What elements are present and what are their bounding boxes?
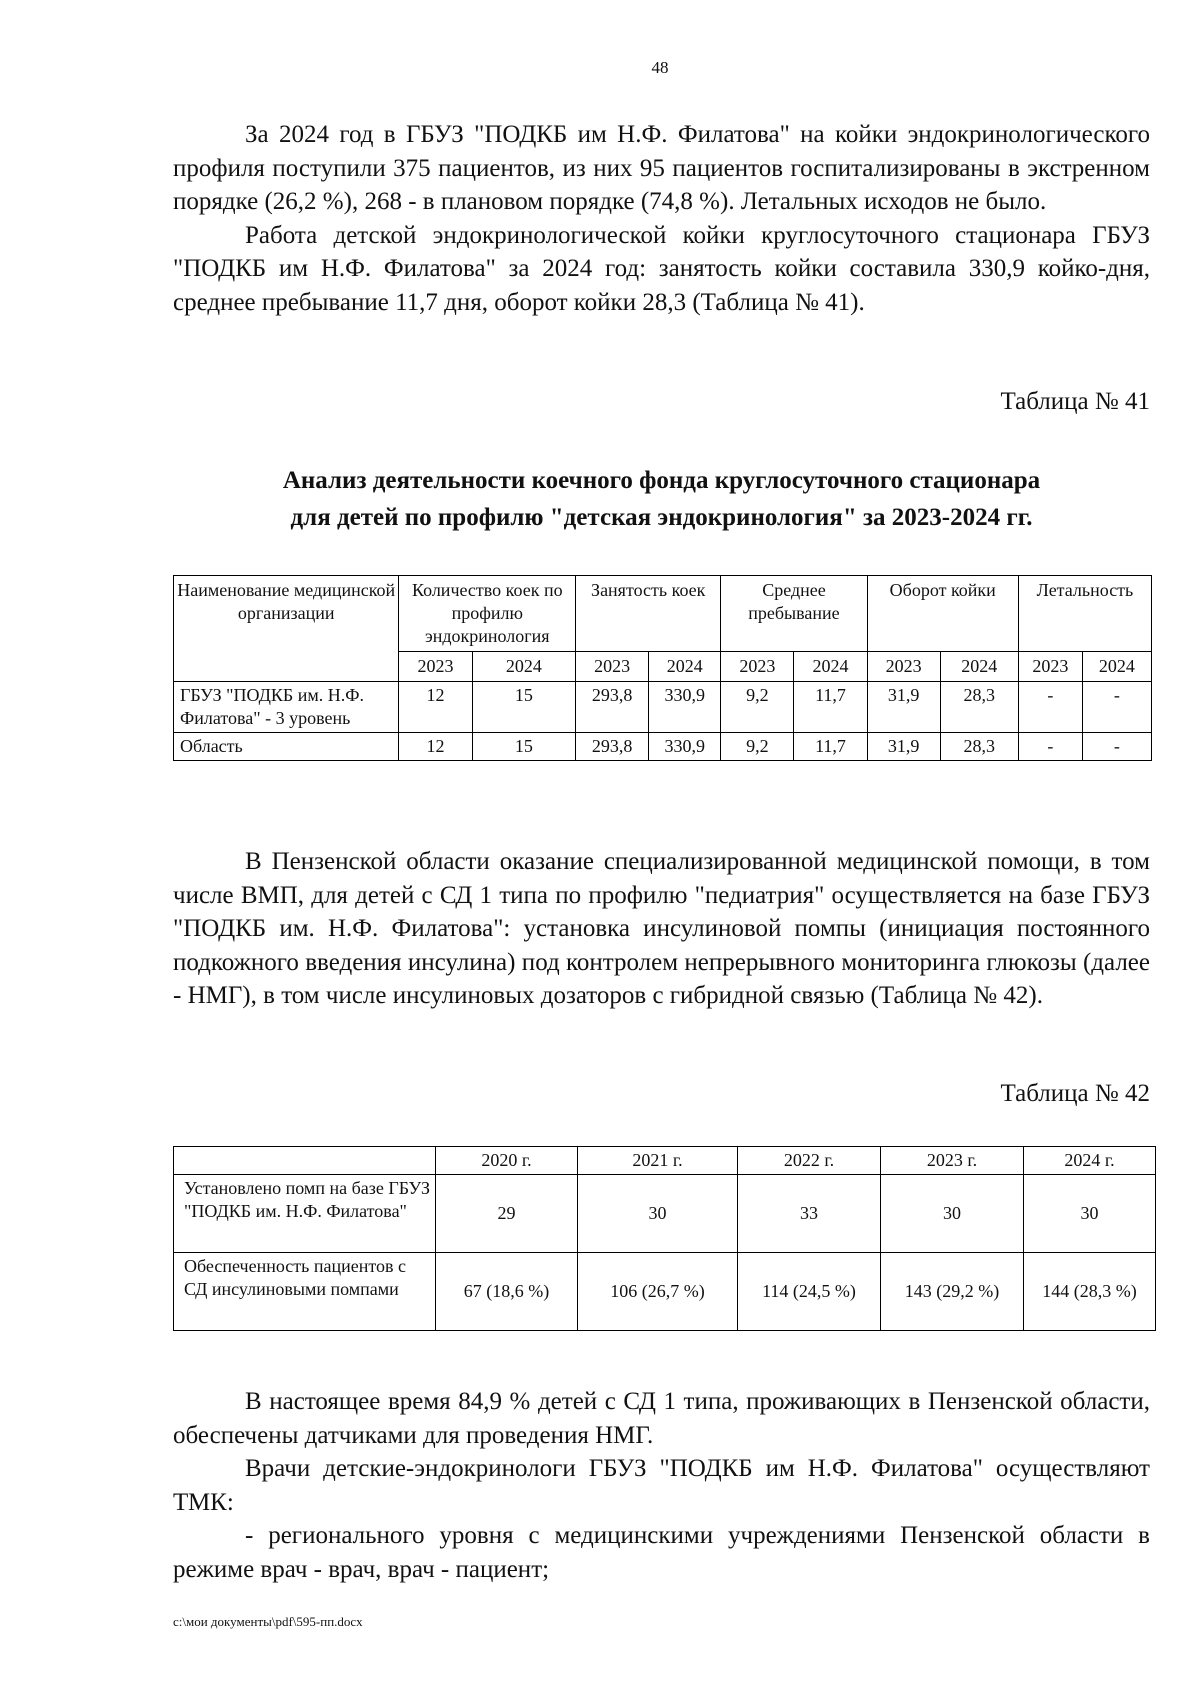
cell: 30 bbox=[578, 1175, 738, 1253]
table41-caption: Таблица № 41 bbox=[1000, 388, 1150, 415]
table-row bbox=[174, 1253, 1156, 1331]
cell: 29 bbox=[436, 1175, 578, 1253]
header-beds: Количество коек по профилю эндокринология bbox=[399, 576, 576, 652]
cell: 12 bbox=[399, 682, 472, 733]
year-header: 2023 bbox=[721, 652, 794, 682]
table-row bbox=[174, 733, 1152, 761]
paragraph-bed-work: Работа детской эндокринологической койки круглосуточного стационара ГБУЗ "ПОДКБ им Н.Ф. Филатова" за 2024 год: занятость койки составила 330,9 койко-дня, среднее пребывание 11,7 дня, оборот койки 28,3 (Таблица № 41). bbox=[173, 221, 1150, 316]
year-header: 2023 г. bbox=[881, 1147, 1024, 1175]
year-header: 2022 г. bbox=[738, 1147, 881, 1175]
cell: 15 bbox=[472, 733, 576, 761]
cell: 9,2 bbox=[721, 682, 794, 733]
cell: 30 bbox=[881, 1175, 1024, 1253]
table42-caption: Таблица № 42 bbox=[1000, 1080, 1150, 1107]
footer-file-path: c:\мои документы\pdf\595-пп.docx bbox=[173, 1614, 363, 1629]
year-header: 2024 bbox=[794, 652, 867, 682]
paragraph-sensors: В настоящее время 84,9 % детей с СД 1 типа, проживающих в Пензенской области, обеспечены датчиками для проведения НМГ. bbox=[173, 1388, 1150, 1449]
year-header: 2024 bbox=[649, 652, 721, 682]
header-turnover: Оборот койки bbox=[867, 576, 1018, 652]
table41-title-line2: для детей по профилю "детская эндокринология" за 2023-2024 гг. bbox=[290, 504, 1033, 531]
cell: - bbox=[1082, 682, 1151, 733]
cell: 293,8 bbox=[576, 733, 649, 761]
year-header: 2024 г. bbox=[1024, 1147, 1156, 1175]
cell: - bbox=[1018, 682, 1082, 733]
cell: 143 (29,2 %) bbox=[881, 1253, 1024, 1331]
paragraph-regional-level: - регионального уровня с медицинскими учреждениями Пензенской области в режиме врач - врач, врач - пациент; bbox=[173, 1522, 1150, 1583]
cell: 11,7 bbox=[794, 682, 867, 733]
row-org: Область bbox=[174, 733, 399, 761]
cell: 11,7 bbox=[794, 733, 867, 761]
table42 bbox=[173, 1146, 1156, 1331]
year-header: 2023 bbox=[1018, 652, 1082, 682]
paragraph-tmk: Врачи детские-эндокринологи ГБУЗ "ПОДКБ им Н.Ф. Филатова" осуществляют ТМК: bbox=[173, 1455, 1150, 1516]
cell: 31,9 bbox=[867, 733, 940, 761]
table41-title-line1: Анализ деятельности коечного фонда круглосуточного стационара bbox=[282, 467, 1041, 494]
year-header: 2023 bbox=[576, 652, 649, 682]
cell: 15 bbox=[472, 682, 576, 733]
year-header: 2021 г. bbox=[578, 1147, 738, 1175]
row-label: Установлено помп на базе ГБУЗ "ПОДКБ им. Н.Ф. Филатова" bbox=[174, 1175, 436, 1253]
header-occupancy: Занятость коек bbox=[576, 576, 721, 652]
cell: 9,2 bbox=[721, 733, 794, 761]
year-header: 2024 bbox=[940, 652, 1018, 682]
cell: 144 (28,3 %) bbox=[1024, 1253, 1156, 1331]
cell: 28,3 bbox=[940, 733, 1018, 761]
cell: - bbox=[1082, 733, 1151, 761]
header-org: Наименование медицинской организации bbox=[174, 576, 399, 682]
cell: 28,3 bbox=[940, 682, 1018, 733]
table41 bbox=[173, 575, 1152, 761]
table-row bbox=[174, 1175, 1156, 1253]
cell: 31,9 bbox=[867, 682, 940, 733]
closing-text bbox=[173, 1385, 1150, 1586]
year-header: 2023 bbox=[399, 652, 472, 682]
cell: 30 bbox=[1024, 1175, 1156, 1253]
header-stay: Среднее пребывание bbox=[721, 576, 867, 652]
cell: - bbox=[1018, 733, 1082, 761]
table-row bbox=[174, 682, 1152, 733]
row-org: ГБУЗ "ПОДКБ им. Н.Ф. Филатова" - 3 уровень bbox=[174, 682, 399, 733]
cell: 67 (18,6 %) bbox=[436, 1253, 578, 1331]
cell: 12 bbox=[399, 733, 472, 761]
cell: 106 (26,7 %) bbox=[578, 1253, 738, 1331]
header-lethality: Летальность bbox=[1018, 576, 1151, 652]
row-label: Обеспеченность пациентов с СД инсулиновыми помпами bbox=[174, 1253, 436, 1331]
year-header: 2024 bbox=[1082, 652, 1151, 682]
year-header: 2024 bbox=[472, 652, 576, 682]
table41-title bbox=[173, 462, 1150, 536]
year-header: 2020 г. bbox=[436, 1147, 578, 1175]
paragraph-admissions: За 2024 год в ГБУЗ "ПОДКБ им Н.Ф. Филатова" на койки эндокринологического профиля поступили 375 пациентов, из них 95 пациентов госпитализированы в экстренном порядке (26,2 %), 268 - в плановом порядке (74,8 %). Летальных исходов не было. bbox=[173, 121, 1150, 215]
cell: 330,9 bbox=[649, 682, 721, 733]
intro-text bbox=[173, 118, 1150, 319]
page-number: 48 bbox=[651, 58, 669, 77]
cell: 33 bbox=[738, 1175, 881, 1253]
year-header: 2023 bbox=[867, 652, 940, 682]
paragraph-pump-care: В Пензенской области оказание специализированной медицинской помощи, в том числе ВМП, для детей с СД 1 типа по профилю "педиатрия" осуществляется на базе ГБУЗ "ПОДКБ им. Н.Ф. Филатова": установка инсулиновой помпы (инициация постоянного подкожного введения инсулина) под контролем непрерывного мониторинга глюкозы (далее - НМГ), в том числе инсулиновых дозаторов с гибридной связью (Таблица № 42). bbox=[173, 848, 1150, 1009]
cell: 293,8 bbox=[576, 682, 649, 733]
header-empty bbox=[174, 1147, 436, 1175]
cell: 330,9 bbox=[649, 733, 721, 761]
cell: 114 (24,5 %) bbox=[738, 1253, 881, 1331]
